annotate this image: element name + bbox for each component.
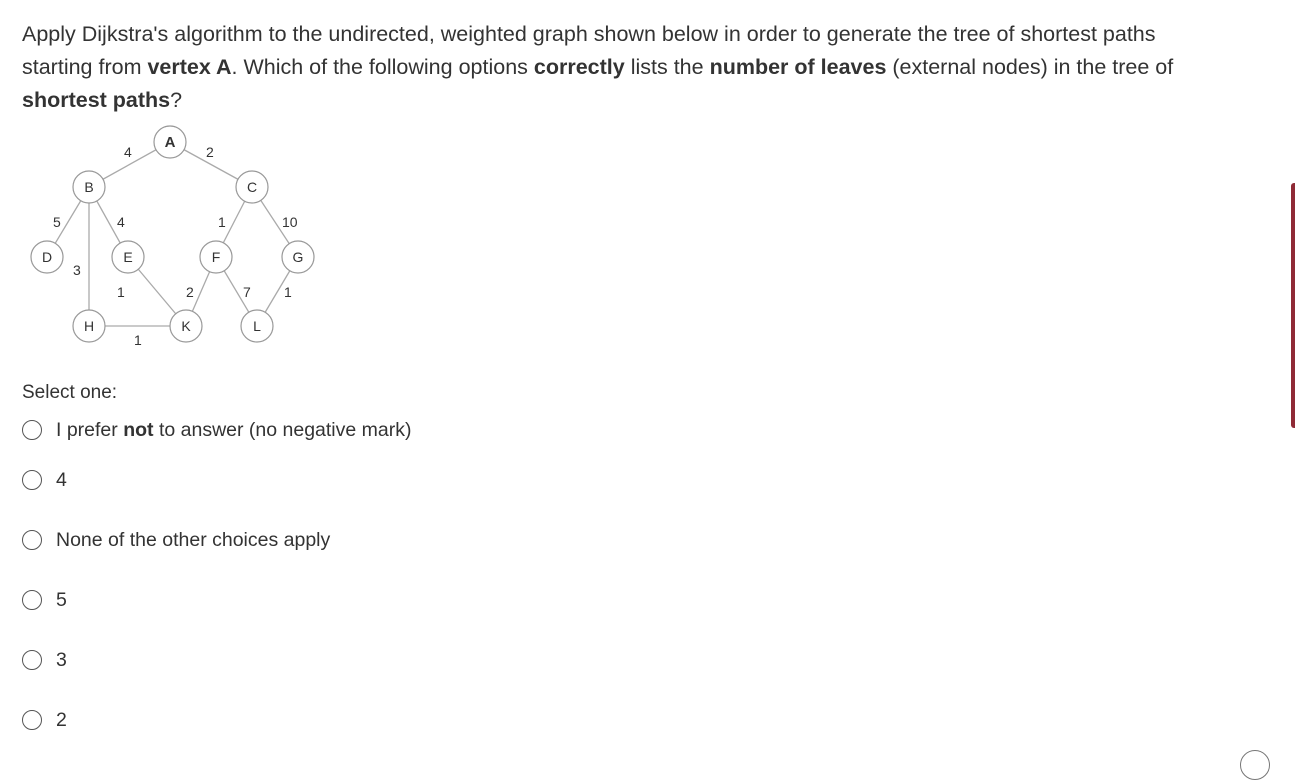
- side-drawer-tab[interactable]: [1291, 183, 1295, 428]
- node-h-label: H: [83, 318, 95, 334]
- weight-a-c: 2: [206, 144, 214, 160]
- weight-g-l: 1: [284, 284, 292, 300]
- weight-h-k: 1: [134, 332, 142, 348]
- option-label: 5: [56, 588, 67, 611]
- weight-c-g: 10: [282, 214, 298, 230]
- radio-button[interactable]: [22, 530, 42, 550]
- weight-c-f: 1: [218, 214, 226, 230]
- node-c-label: C: [246, 179, 258, 195]
- option-label: None of the other choices apply: [56, 528, 331, 551]
- node-a-label: A: [164, 134, 176, 151]
- option-text-bold: not: [123, 418, 154, 441]
- corner-button[interactable]: [1240, 750, 1270, 780]
- node-h: [73, 310, 105, 342]
- radio-button[interactable]: [22, 470, 42, 490]
- weight-b-h: 3: [73, 262, 81, 278]
- node-l: [241, 310, 273, 342]
- question-part-4: (external nodes) in the tree of: [886, 55, 1174, 79]
- graph-diagram: [0, 0, 340, 360]
- question-bold-vertex: vertex A: [147, 55, 232, 79]
- weight-b-d: 5: [53, 214, 61, 230]
- node-k-label: K: [181, 318, 191, 334]
- option-label: 4: [56, 468, 67, 491]
- weight-b-e: 4: [117, 214, 125, 230]
- weight-f-l: 7: [243, 284, 251, 300]
- option-label: 3: [56, 648, 67, 671]
- option-prefer-not[interactable]: [22, 417, 411, 443]
- radio-button[interactable]: [22, 650, 42, 670]
- question-bold-leaves: number of leaves: [709, 55, 887, 79]
- option-none[interactable]: [22, 527, 330, 553]
- radio-button[interactable]: [22, 710, 42, 730]
- node-g: [282, 241, 314, 273]
- node-c: [236, 171, 268, 203]
- node-l-label: L: [253, 318, 261, 334]
- node-d: [31, 241, 63, 273]
- weight-f-k: 2: [186, 284, 194, 300]
- node-f-label: F: [211, 249, 221, 265]
- question-part-1: Apply Dijkstra's algorithm to the undirected, weighted graph shown below in order to generate the tree of shortest paths starting from: [22, 22, 1156, 79]
- question-bold-shortest: shortest paths: [22, 88, 171, 112]
- option-text: I prefer: [56, 418, 124, 441]
- option-3[interactable]: [22, 647, 67, 673]
- node-e-label: E: [123, 249, 133, 265]
- option-4[interactable]: [22, 467, 67, 493]
- question-bold-correctly: correctly: [533, 55, 625, 79]
- option-label: [56, 419, 411, 442]
- node-b: [73, 171, 105, 203]
- option-5[interactable]: [22, 587, 67, 613]
- radio-button[interactable]: [22, 420, 42, 440]
- node-d-label: D: [41, 249, 53, 265]
- node-b-label: B: [84, 179, 94, 195]
- node-e: [112, 241, 144, 273]
- option-2[interactable]: [22, 707, 67, 733]
- option-text-tail: to answer (no negative mark): [153, 418, 412, 441]
- radio-button[interactable]: [22, 590, 42, 610]
- option-label: 2: [56, 708, 67, 731]
- select-one-label: Select one:: [22, 382, 118, 403]
- node-k: [170, 310, 202, 342]
- question-part-5: ?: [170, 88, 183, 112]
- question-part-3: lists the: [624, 55, 710, 79]
- question-part-2: . Which of the following options: [231, 55, 534, 79]
- weight-a-b: 4: [124, 144, 132, 160]
- node-g-label: G: [292, 249, 304, 265]
- node-f: [200, 241, 232, 273]
- node-a: [154, 126, 186, 158]
- weight-e-k: 1: [117, 284, 125, 300]
